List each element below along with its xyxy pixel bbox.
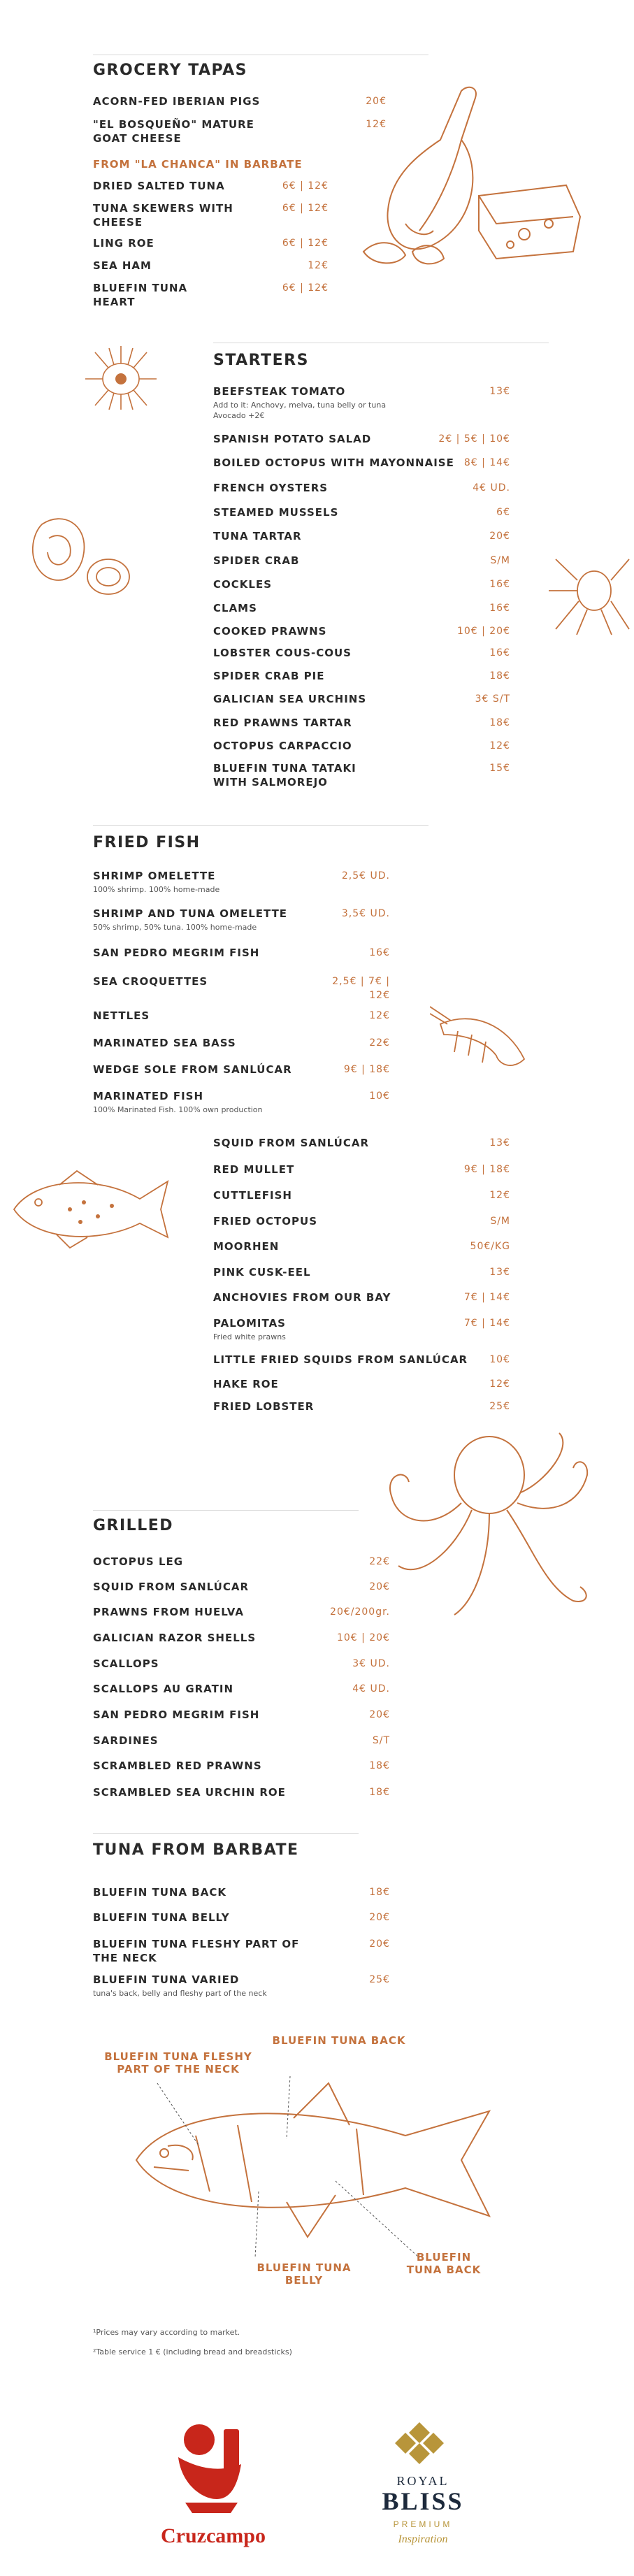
item-price: 6€ | 12€	[282, 238, 329, 249]
sea-urchin-illustration	[82, 343, 159, 412]
menu-item	[93, 1885, 310, 1899]
item-price: 15€	[489, 763, 510, 774]
royal-bliss-logo	[363, 2415, 489, 2555]
item-name: SPIDER CRAB PIE	[213, 670, 325, 682]
item-price: 12€	[308, 260, 329, 271]
item-price: 2,5€ UD.	[341, 870, 390, 882]
item-name: PALOMITAS	[213, 1317, 286, 1330]
item-price: 6€ | 12€	[282, 282, 329, 294]
bliss-text: BLISS	[382, 2487, 464, 2515]
section-rule	[93, 1833, 359, 1834]
cruzcampo-wordmark: Cruzcampo	[161, 2524, 266, 2547]
menu-item	[93, 1734, 345, 1748]
item-name: SCRAMBLED RED PRAWNS	[93, 1760, 262, 1772]
item-price: 13€	[489, 386, 510, 397]
item-name: SEA CROQUETTES	[93, 975, 208, 988]
item-price: 8€ | 14€	[463, 457, 510, 468]
item-name: CLAMS	[213, 602, 257, 614]
item-name: SAN PEDRO MEGRIM FISH	[93, 947, 260, 959]
item-name: LITTLE FRIED SQUIDS FROM SANLÚCAR	[213, 1353, 468, 1366]
item-desc: 100% shrimp. 100% home-made	[93, 885, 220, 894]
item-name: HAKE ROE	[213, 1378, 279, 1390]
item-price: 16€	[489, 579, 510, 590]
item-name: ANCHOVIES FROM OUR BAY	[213, 1291, 391, 1304]
item-name: SCRAMBLED SEA URCHIN ROE	[93, 1786, 286, 1799]
item-name: BLUEFIN TUNA TATAKI WITH SALMOREJO	[213, 762, 356, 789]
item-price: 25€	[489, 1401, 510, 1412]
item-name: RED MULLET	[213, 1163, 295, 1176]
item-price: 20€	[489, 531, 510, 542]
item-price: 18€	[489, 670, 510, 682]
item-name: PINK CUSK-EEL	[213, 1266, 311, 1279]
item-price: 7€ | 14€	[463, 1318, 510, 1329]
oyster-illustration	[28, 510, 140, 608]
item-price: 20€	[369, 1709, 390, 1720]
diagram-label-belly: BLUEFIN TUNA BELLY	[257, 2261, 352, 2287]
item-price: 3€ UD.	[352, 1658, 390, 1669]
item-name: WEDGE SOLE FROM SANLÚCAR	[93, 1063, 292, 1076]
item-name: OCTOPUS LEG	[93, 1555, 184, 1568]
item-price: 12€	[366, 119, 387, 130]
section-rule	[93, 1510, 359, 1511]
footnote-service: ²Table service 1 € (including bread and breadsticks)	[93, 2347, 292, 2356]
diagram-label-back-top: BLUEFIN TUNA BACK	[272, 2034, 406, 2047]
item-price: 9€ | 18€	[343, 1064, 390, 1075]
item-name: SCALLOPS AU GRATIN	[93, 1683, 233, 1695]
item-name: FRIED LOBSTER	[213, 1400, 315, 1413]
item-price: 12€	[489, 1190, 510, 1201]
menu-item	[93, 1785, 345, 1799]
item-price: 10€ | 20€	[456, 626, 510, 637]
royal-text: ROYAL	[396, 2474, 449, 2488]
item-name: SEA HAM	[93, 259, 152, 272]
item-price: 16€	[489, 603, 510, 614]
item-price: 12€	[489, 1379, 510, 1390]
item-name: MARINATED SEA BASS	[93, 1037, 236, 1049]
item-price: 13€	[489, 1137, 510, 1149]
item-price: 20€	[369, 1581, 390, 1592]
item-name: BLUEFIN TUNA BELLY	[93, 1911, 230, 1924]
item-desc: Fried white prawns	[213, 1332, 286, 1341]
item-name: STEAMED MUSSELS	[213, 506, 339, 519]
item-name: SQUID FROM SANLÚCAR	[213, 1137, 370, 1149]
tuna-title: TUNA FROM BARBATE	[93, 1841, 299, 1859]
menu-item	[93, 1580, 345, 1594]
item-price: 13€	[489, 1267, 510, 1278]
menu-item	[93, 1973, 310, 1999]
item-price: 20€	[366, 96, 387, 107]
menu-item	[93, 1937, 310, 1965]
item-name: TUNA TARTAR	[213, 530, 302, 542]
item-price: S/M	[490, 555, 510, 566]
item-desc: 100% Marinated Fish. 100% own production	[93, 1105, 263, 1114]
item-desc: 50% shrimp, 50% tuna. 100% home-made	[93, 923, 257, 932]
item-name: BEEFSTEAK TOMATO	[213, 385, 346, 398]
item-name: TUNA SKEWERS WITH CHEESE	[93, 202, 233, 229]
footnote-prices: ¹Prices may vary according to market.	[93, 2328, 240, 2337]
item-name: SQUID FROM SANLÚCAR	[93, 1581, 250, 1593]
item-price: 50€/KG	[470, 1241, 510, 1252]
tuna-illustration	[126, 2069, 538, 2265]
item-name: PRAWNS FROM HUELVA	[93, 1606, 244, 1618]
item-name: COCKLES	[213, 578, 272, 591]
item-name: COOKED PRAWNS	[213, 625, 327, 638]
item-price: 16€	[369, 947, 390, 958]
diagram-label-back-bottom: BLUEFIN TUNA BACK	[406, 2251, 482, 2276]
item-price: 9€ | 18€	[463, 1164, 510, 1175]
item-price: 7€ | 14€	[463, 1292, 510, 1303]
premium-text: PREMIUM	[393, 2519, 453, 2529]
item-price: 18€	[369, 1760, 390, 1771]
item-name: SHRIMP OMELETTE	[93, 870, 216, 882]
item-price: 12€	[489, 740, 510, 751]
diagram-label-neck: BLUEFIN TUNA FLESHY PART OF THE NECK	[104, 2050, 252, 2075]
item-price: S/T	[372, 1735, 390, 1746]
menu-item	[93, 1911, 310, 1924]
item-price: 3,5€ UD.	[341, 908, 390, 919]
item-name: RED PRAWNS TARTAR	[213, 717, 352, 729]
inspiration-text: Inspiration	[398, 2533, 448, 2545]
item-price: 22€	[369, 1556, 390, 1567]
item-price: 18€	[489, 717, 510, 728]
item-price: 12€	[369, 1010, 390, 1021]
item-price: 20€	[369, 1938, 390, 1950]
item-name: OCTOPUS CARPACCIO	[213, 740, 352, 752]
menu-item	[93, 1631, 345, 1645]
item-price: 4€ UD.	[352, 1683, 390, 1694]
item-desc: Add to it: Anchovy, melva, tuna belly or tuna	[213, 401, 387, 410]
item-price: 25€	[369, 1974, 390, 1985]
item-name: LOBSTER COUS-COUS	[213, 647, 352, 659]
menu-item	[213, 761, 388, 789]
item-name: SAN PEDRO MEGRIM FISH	[93, 1708, 260, 1721]
item-name: BLUEFIN TUNA HEART	[93, 282, 188, 308]
grouper-illustration	[0, 1160, 175, 1258]
menu-item	[93, 1555, 345, 1569]
cruzcampo-logo	[140, 2415, 287, 2555]
item-name: SARDINES	[93, 1734, 159, 1747]
item-name: ACORN-FED IBERIAN PIGS	[93, 95, 261, 108]
grocery-subhead: FROM "LA CHANCA" IN BARBATE	[93, 158, 303, 171]
item-name: BLUEFIN TUNA FLESHY PART OF THE NECK	[93, 1938, 300, 1964]
item-name: GALICIAN SEA URCHINS	[213, 693, 367, 705]
item-name: SCALLOPS	[93, 1657, 159, 1670]
item-price: 20€/200gr.	[330, 1606, 390, 1618]
item-price: 6€ | 12€	[282, 203, 329, 214]
item-name: BLUEFIN TUNA BACK	[93, 1886, 226, 1899]
fried-title: FRIED FISH	[93, 834, 201, 851]
menu-item	[93, 1708, 345, 1722]
item-name: MARINATED FISH	[93, 1090, 204, 1102]
item-price: 18€	[369, 1887, 390, 1898]
grocery-title: GROCERY TAPAS	[93, 62, 248, 79]
item-price: 6€ | 12€	[282, 180, 329, 192]
grilled-title: GRILLED	[93, 1517, 174, 1534]
item-price: 2€ | 5€ | 10€	[438, 433, 510, 445]
item-name: "EL BOSQUEÑO" MATURE GOAT CHEESE	[93, 118, 254, 145]
menu-item	[93, 1759, 345, 1773]
item-name: SPANISH POTATO SALAD	[213, 433, 372, 445]
item-price: 10€ | 20€	[336, 1632, 390, 1643]
item-price: 3€ S/T	[475, 693, 510, 705]
item-price: 18€	[369, 1787, 390, 1798]
item-name: GALICIAN RAZOR SHELLS	[93, 1632, 257, 1644]
item-name: CUTTLEFISH	[213, 1189, 292, 1202]
item-desc: tuna's back, belly and fleshy part of the neck	[93, 1989, 267, 1998]
item-name: MOORHEN	[213, 1240, 280, 1253]
menu-item	[93, 1657, 345, 1671]
item-name: BLUEFIN TUNA VARIED	[93, 1973, 240, 1986]
item-name: SPIDER CRAB	[213, 554, 300, 567]
item-price: 22€	[369, 1037, 390, 1049]
item-name: NETTLES	[93, 1009, 150, 1022]
spider-crab-illustration	[545, 552, 634, 636]
section-rule	[93, 825, 428, 826]
item-price: 6€	[496, 507, 510, 518]
item-name: LING ROE	[93, 237, 154, 250]
item-name: DRIED SALTED TUNA	[93, 180, 225, 192]
item-name: FRENCH OYSTERS	[213, 482, 329, 494]
menu-item	[93, 1682, 345, 1696]
item-name: FRIED OCTOPUS	[213, 1215, 318, 1228]
item-price: S/M	[490, 1216, 510, 1227]
prawn-illustration	[430, 1003, 535, 1080]
item-name: BOILED OCTOPUS WITH MAYONNAISE	[213, 456, 454, 469]
menu-item	[93, 1605, 345, 1619]
item-price: 10€	[369, 1091, 390, 1102]
item-desc: Avocado +2€	[213, 411, 265, 420]
item-price: 16€	[489, 647, 510, 659]
octopus-illustration	[370, 1426, 594, 1622]
item-price: 2,5€ | 7€ | 12€	[332, 976, 390, 1001]
item-price: 20€	[369, 1912, 390, 1923]
item-price: 4€ UD.	[473, 482, 510, 494]
ham-cheese-illustration	[356, 84, 594, 287]
item-name: SHRIMP AND TUNA OMELETTE	[93, 907, 288, 920]
menu-item	[93, 117, 268, 145]
item-price: 10€	[489, 1354, 510, 1365]
starters-title: STARTERS	[213, 352, 309, 369]
